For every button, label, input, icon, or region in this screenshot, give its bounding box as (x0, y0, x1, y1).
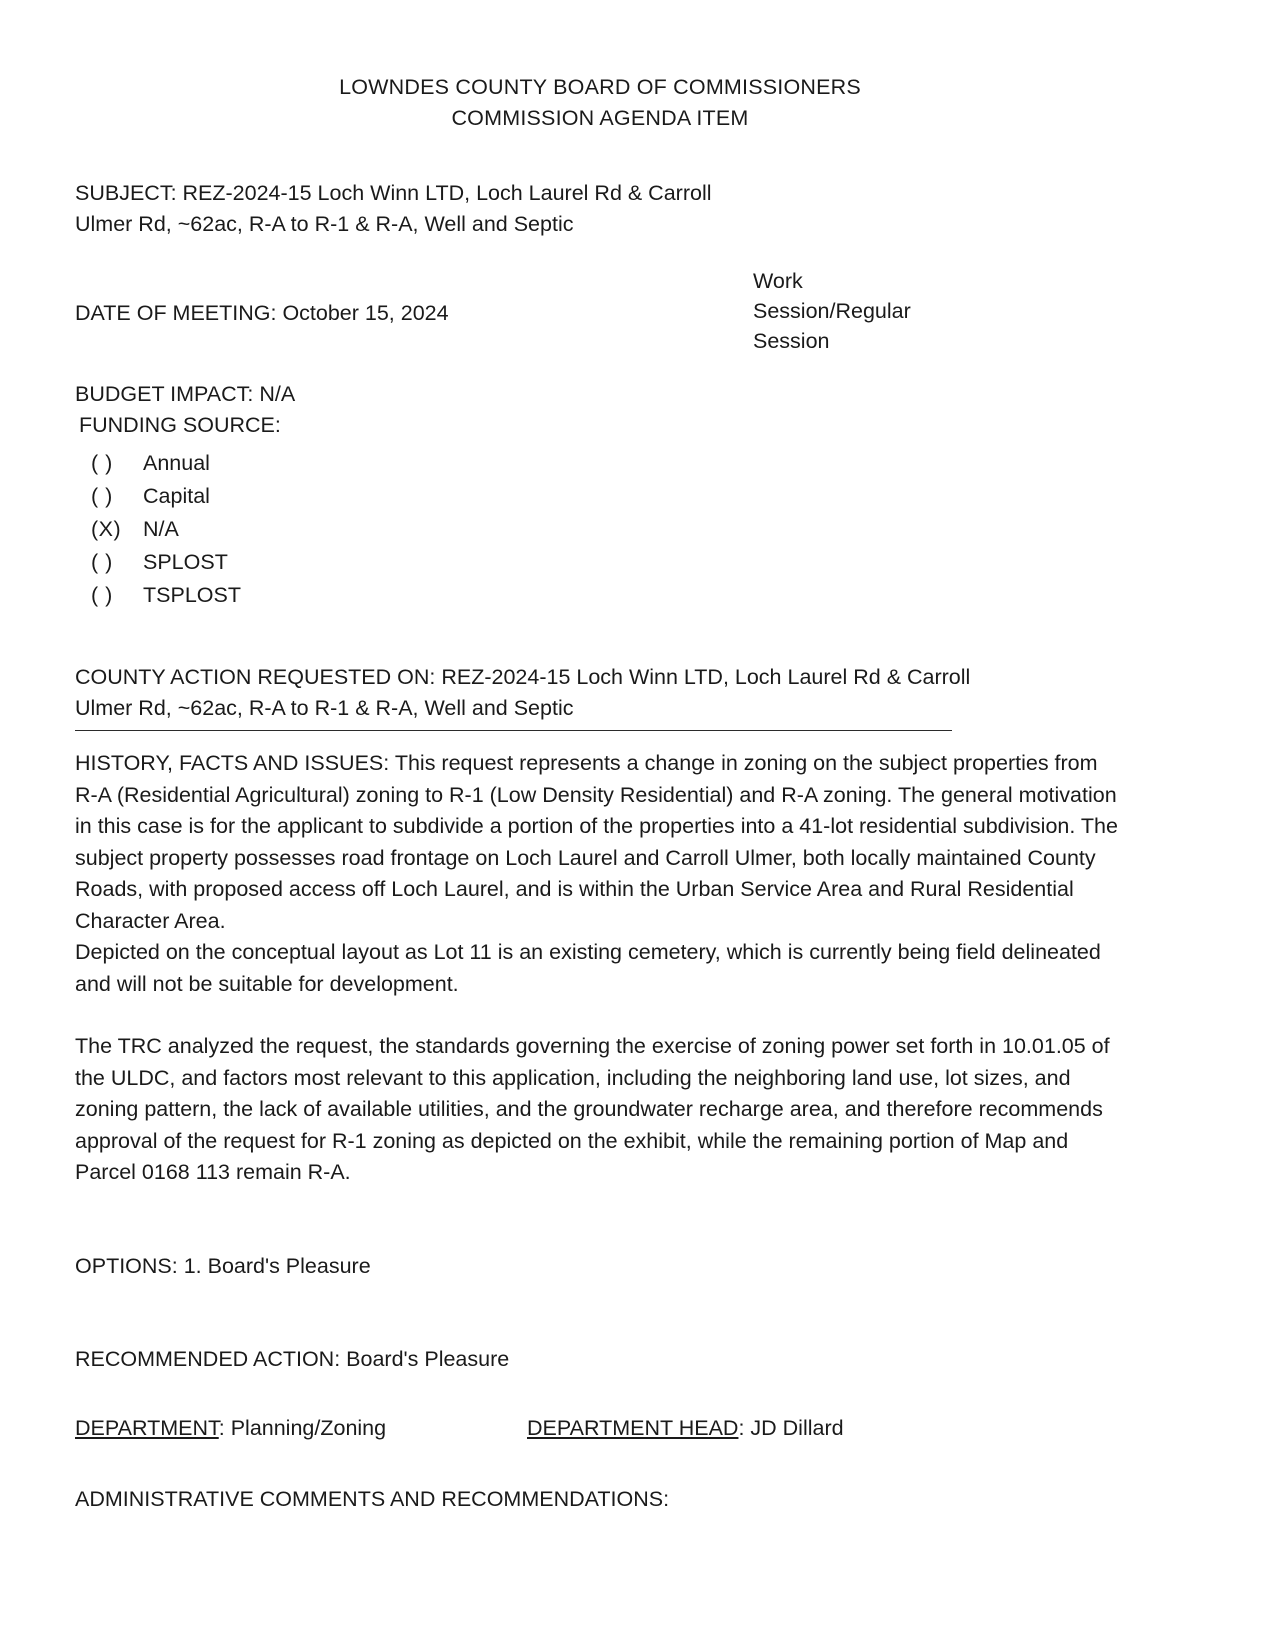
session-line-2: Session/Regular (753, 299, 911, 323)
county-action-line-2: Ulmer Rd, ~62ac, R-A to R-1 & R-A, Well and Septic (75, 696, 574, 720)
funding-option-label: N/A (143, 517, 179, 541)
administrative-comments-heading: ADMINISTRATIVE COMMENTS AND RECOMMENDATIONS: (75, 1486, 670, 1511)
header-line-2: COMMISSION AGENDA ITEM (451, 106, 749, 130)
meeting-date: DATE OF MEETING: October 15, 2024 (75, 301, 449, 325)
subject-line-1: SUBJECT: REZ-2024-15 Loch Winn LTD, Loch Laurel Rd & Carroll (75, 181, 712, 205)
history-paragraph-1: HISTORY, FACTS AND ISSUES: This request represents a change in zoning on the subject properties from R-A (Residential Agricultural) zoning to R-1 (Low Density Residential) and R-A zoning. The general motivation in this case is for the applicant to subdivide a portion of the properties into a 41-lot residential subdivision. The subject property possesses road frontage on Loch Laurel and Carroll Ulmer, both locally maintained County Roads, with proposed access off Loch Laurel, and is within the Urban Service Area and Rural Residential Character Area. (75, 751, 1118, 933)
department-label: DEPARTMENT (75, 1415, 219, 1440)
department-head-label: DEPARTMENT HEAD (527, 1415, 739, 1440)
document-header (75, 72, 1125, 134)
checkbox-na[interactable]: (X) (91, 517, 122, 541)
department-value: : Planning/Zoning (218, 1415, 387, 1440)
funding-option-label: Capital (143, 484, 210, 508)
header-line-1: LOWNDES COUNTY BOARD OF COMMISSIONERS (339, 75, 861, 99)
funding-option-label: TSPLOST (143, 583, 241, 607)
funding-source-label: FUNDING SOURCE: (79, 413, 281, 437)
meeting-row (75, 269, 1125, 353)
session-line-3: Session (753, 329, 830, 353)
funding-option-capital[interactable] (75, 480, 1125, 513)
funding-source-options (75, 447, 1125, 612)
funding-option-na[interactable] (75, 513, 1125, 546)
section-divider (75, 730, 952, 731)
subject-block (75, 178, 775, 240)
funding-option-tsplost[interactable] (75, 579, 1125, 612)
checkbox-capital[interactable]: ( ) (91, 484, 113, 508)
checkbox-tsplost[interactable]: ( ) (91, 583, 113, 607)
checkbox-annual[interactable]: ( ) (91, 451, 113, 475)
budget-impact: BUDGET IMPACT: N/A (75, 382, 296, 406)
history-facts-issues (75, 748, 1125, 1189)
funding-option-label: Annual (143, 451, 210, 475)
county-action-line-1: COUNTY ACTION REQUESTED ON: REZ-2024-15 Loch Winn LTD, Loch Laurel Rd & Carroll (75, 665, 971, 689)
county-action-requested (75, 662, 1125, 731)
recommended-action: RECOMMENDED ACTION: Board's Pleasure (75, 1346, 510, 1371)
funding-option-annual[interactable] (75, 447, 1125, 480)
department-head-col (527, 1413, 844, 1444)
history-paragraph-3: The TRC analyzed the request, the standards governing the exercise of zoning power set forth in 10.01.05 of the ULDC, and factors most relevant to this application, including the neighboring land use, lot sizes, and zoning pattern, the lack of available utilities, and the groundwater recharge area, and therefore recommends approval of the request for R-1 zoning as depicted on the exhibit, while the remaining portion of Map and Parcel 0168 113 remain R-A. (75, 1034, 1110, 1184)
options-line: OPTIONS: 1. Board's Pleasure (75, 1253, 371, 1278)
history-paragraph-2: Depicted on the conceptual layout as Lot 11 is an existing cemetery, which is currently being field delineated and will not be suitable for development. (75, 940, 1101, 996)
department-row (75, 1413, 1125, 1444)
funding-option-splost[interactable] (75, 546, 1125, 579)
session-type (753, 266, 953, 356)
checkbox-splost[interactable]: ( ) (91, 550, 113, 574)
session-line-1: Work (753, 269, 803, 293)
department-head-value: : JD Dillard (738, 1415, 844, 1440)
subject-line-2: Ulmer Rd, ~62ac, R-A to R-1 & R-A, Well and Septic (75, 212, 574, 236)
funding-option-label: SPLOST (143, 550, 228, 574)
